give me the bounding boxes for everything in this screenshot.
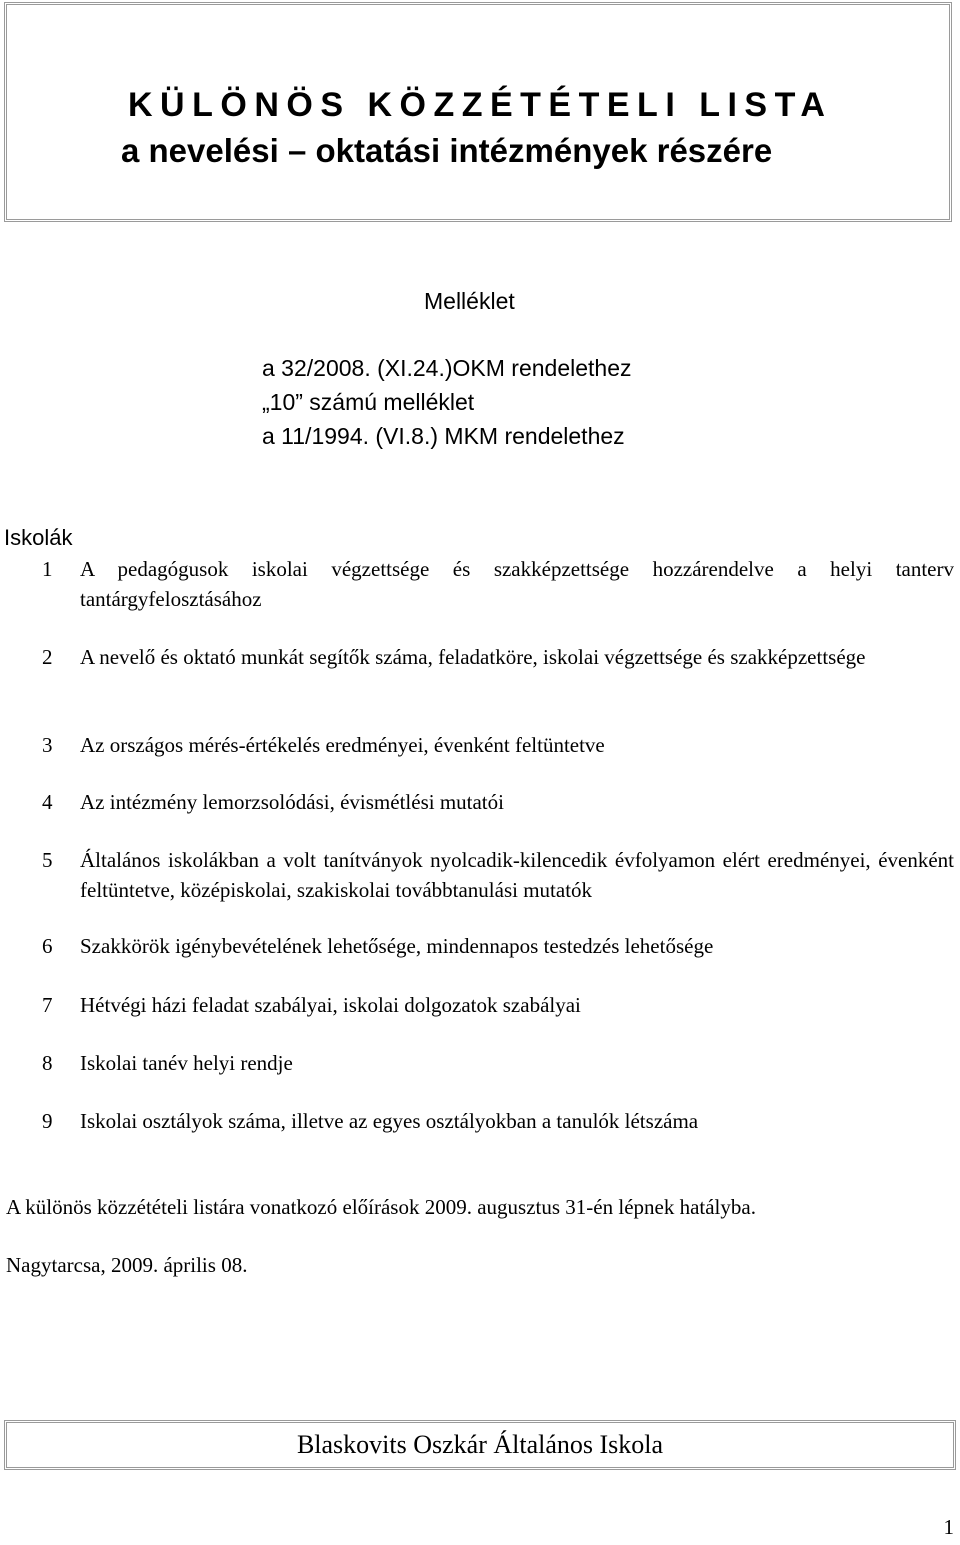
list-item-text: Az országos mérés-értékelés eredményei, évenként feltüntetve: [80, 733, 605, 757]
list-item-text: Általános iskolákban a volt tanítványok nyolcadik-kilencedik évfolyamon elért eredményei, évenként feltüntetve, középiskolai, szakiskolai továbbtanulási mutatók: [80, 848, 954, 902]
section-heading: Iskolák: [4, 525, 73, 550]
list-item-number: 9: [42, 1109, 53, 1133]
document-subtitle: a nevelési – oktatási intézmények részére: [121, 132, 773, 169]
annex-line-2: „10” számú melléklet: [262, 389, 475, 415]
place-and-date: Nagytarcsa, 2009. április 08.: [6, 1253, 248, 1277]
list-item-text: Hétvégi házi feladat szabályai, iskolai dolgozatok szabályai: [80, 993, 581, 1017]
list-item-number: 5: [42, 848, 53, 872]
school-name: Blaskovits Oszkár Általános Iskola: [296, 1430, 664, 1459]
list-item-text: Az intézmény lemorzsolódási, évismétlési mutatói: [80, 790, 504, 814]
annex-line-3: a 11/1994. (VI.8.) MKM rendelethez: [262, 423, 625, 449]
list-item-text: A nevelő és oktató munkát segítők száma, feladatköre, iskolai végzettsége és szakképzettsége: [80, 645, 866, 669]
effective-date-note: A különös közzétételi listára vonatkozó előírások 2009. augusztus 31-én lépnek hatályba.: [6, 1195, 756, 1219]
list-item-text: Iskolai osztályok száma, illetve az egyes osztályokban a tanulók létszáma: [80, 1109, 699, 1133]
list-item-text: Iskolai tanév helyi rendje: [80, 1051, 293, 1075]
page-number: 1: [943, 1515, 954, 1539]
list-item-number: 2: [42, 645, 53, 669]
list-item-text: A pedagógusok iskolai végzettsége és szakképzettsége hozzárendelve a helyi tanterv tantárgyfelosztásához: [80, 557, 954, 611]
list-item-number: 1: [42, 557, 53, 581]
annex-line-1: a 32/2008. (XI.24.)OKM rendelethez: [262, 355, 632, 381]
list-item-number: 6: [42, 934, 53, 958]
list-item-number: 4: [42, 790, 53, 814]
list-item-text: Szakkörök igénybevételének lehetősége, mindennapos testedzés lehetősége: [80, 934, 714, 958]
melleklet-label: Melléklet: [424, 288, 515, 314]
list-item-number: 3: [42, 733, 53, 757]
list-item-number: 8: [42, 1051, 53, 1075]
document-title: KÜLÖNÖS KÖZZÉTÉTELI LISTA: [128, 86, 833, 124]
list-item-number: 7: [42, 993, 53, 1017]
